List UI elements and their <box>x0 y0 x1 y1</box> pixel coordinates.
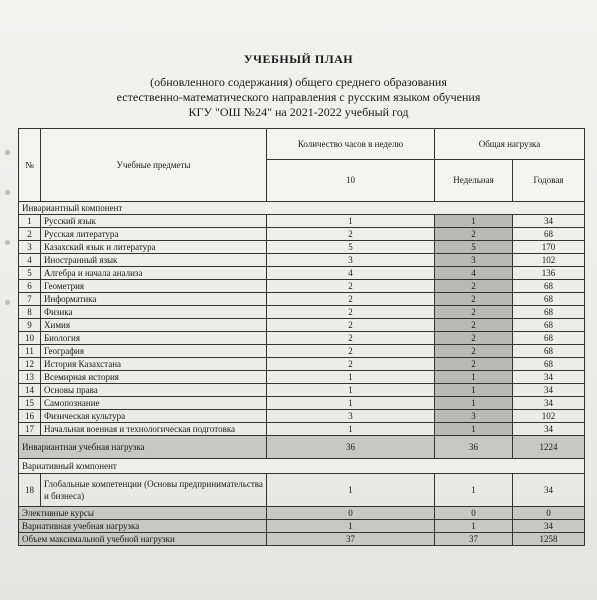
annual-value: 68 <box>513 228 585 241</box>
subtitle-line-3: КГУ "ОШ №24" на 2021-2022 учебный год <box>188 105 409 119</box>
weekly-value: 1 <box>435 371 513 384</box>
row-number: 18 <box>19 474 41 507</box>
weekly-value: 1 <box>435 397 513 410</box>
section-invariant: Инвариантный компонент <box>19 202 585 215</box>
curriculum-table <box>18 128 585 546</box>
header-num: № <box>19 129 41 202</box>
weekly-value: 2 <box>435 345 513 358</box>
hours-value: 5 <box>267 241 435 254</box>
weekly-value: 5 <box>435 241 513 254</box>
hours-value: 3 <box>267 410 435 423</box>
table-row <box>19 384 585 397</box>
row-number: 11 <box>19 345 41 358</box>
annual-value: 34 <box>513 215 585 228</box>
variative-total-weekly: 1 <box>435 520 513 533</box>
annual-value: 136 <box>513 267 585 280</box>
table-row <box>19 319 585 332</box>
row-number: 13 <box>19 371 41 384</box>
weekly-value: 1 <box>435 215 513 228</box>
electives-annual: 0 <box>513 507 585 520</box>
row-number: 7 <box>19 293 41 306</box>
annual-value: 68 <box>513 358 585 371</box>
row-number: 3 <box>19 241 41 254</box>
table-row <box>19 345 585 358</box>
weekly-value: 2 <box>435 293 513 306</box>
document-title: УЧЕБНЫЙ ПЛАН <box>243 52 354 66</box>
hours-value: 1 <box>267 397 435 410</box>
variative-label: Вариативный компонент <box>19 459 585 474</box>
annual-value: 34 <box>513 371 585 384</box>
subject-name: Основы права <box>41 384 267 397</box>
header-annual: Годовая <box>513 160 585 202</box>
table-row <box>19 241 585 254</box>
hours-value: 2 <box>267 228 435 241</box>
annual-value: 68 <box>513 345 585 358</box>
hours-value: 1 <box>267 371 435 384</box>
hours-value: 2 <box>267 293 435 306</box>
row-number: 4 <box>19 254 41 267</box>
table-row <box>19 397 585 410</box>
row-number: 17 <box>19 423 41 436</box>
header-grade: 10 <box>267 160 435 202</box>
hours-value: 1 <box>267 384 435 397</box>
weekly-value: 2 <box>435 332 513 345</box>
invariant-total-weekly: 36 <box>435 436 513 459</box>
weekly-value: 1 <box>435 423 513 436</box>
hours-value: 2 <box>267 319 435 332</box>
annual-value: 68 <box>513 306 585 319</box>
annual-value: 34 <box>513 474 585 507</box>
table-row <box>19 332 585 345</box>
annual-value: 68 <box>513 332 585 345</box>
document-header <box>0 52 597 120</box>
annual-value: 34 <box>513 384 585 397</box>
subtitle-line-2: естественно-математического направления с русским языком обучения <box>116 90 481 104</box>
row-number: 1 <box>19 215 41 228</box>
annual-value: 102 <box>513 254 585 267</box>
row-number: 16 <box>19 410 41 423</box>
invariant-total-row <box>19 436 585 459</box>
subject-name: Всемирная история <box>41 371 267 384</box>
weekly-value: 2 <box>435 358 513 371</box>
subject-name: Физическая культура <box>41 410 267 423</box>
variative-total-row <box>19 520 585 533</box>
hours-value: 1 <box>267 474 435 507</box>
variative-total-hours: 1 <box>267 520 435 533</box>
table-row <box>19 267 585 280</box>
subject-name: Геометрия <box>41 280 267 293</box>
row-number: 14 <box>19 384 41 397</box>
variative-total-label: Вариативная учебная нагрузка <box>19 520 267 533</box>
row-number: 2 <box>19 228 41 241</box>
annual-value: 102 <box>513 410 585 423</box>
max-load-annual: 1258 <box>513 533 585 546</box>
subtitle-line-1: (обновленного содержания) общего среднего образования <box>150 75 447 89</box>
weekly-value: 3 <box>435 410 513 423</box>
table-row <box>19 228 585 241</box>
subject-name: Начальная военная и технологическая подготовка <box>41 423 267 436</box>
weekly-value: 1 <box>435 384 513 397</box>
annual-value: 170 <box>513 241 585 254</box>
max-load-row <box>19 533 585 546</box>
annual-value: 68 <box>513 280 585 293</box>
annual-value: 34 <box>513 423 585 436</box>
row-number: 15 <box>19 397 41 410</box>
invariant-total-annual: 1224 <box>513 436 585 459</box>
subject-name: Биология <box>41 332 267 345</box>
section-variative <box>19 459 585 474</box>
subject-name: Глобальные компетенции (Основы предпринимательства и бизнеса) <box>41 474 267 507</box>
table-row <box>19 215 585 228</box>
subject-name: Самопознание <box>41 397 267 410</box>
weekly-value: 3 <box>435 254 513 267</box>
weekly-value: 2 <box>435 280 513 293</box>
subject-name: Алгебра и начала анализа <box>41 267 267 280</box>
table-row <box>19 423 585 436</box>
subject-name: История Казахстана <box>41 358 267 371</box>
row-number: 12 <box>19 358 41 371</box>
header-subjects: Учебные предметы <box>41 129 267 202</box>
max-load-weekly: 37 <box>435 533 513 546</box>
weekly-value: 1 <box>435 474 513 507</box>
table-row <box>19 293 585 306</box>
row-number: 9 <box>19 319 41 332</box>
subject-name: Информатика <box>41 293 267 306</box>
table-row <box>19 358 585 371</box>
variative-total-annual: 34 <box>513 520 585 533</box>
subject-name: Русская литература <box>41 228 267 241</box>
table-row <box>19 254 585 267</box>
subject-name: Казахский язык и литература <box>41 241 267 254</box>
table-row <box>19 410 585 423</box>
hours-value: 4 <box>267 267 435 280</box>
annual-value: 68 <box>513 293 585 306</box>
subject-name: Физика <box>41 306 267 319</box>
weekly-value: 2 <box>435 319 513 332</box>
header-total-load: Общая нагрузка <box>435 129 585 160</box>
hours-value: 3 <box>267 254 435 267</box>
electives-hours: 0 <box>267 507 435 520</box>
weekly-value: 4 <box>435 267 513 280</box>
subject-name: Химия <box>41 319 267 332</box>
header-weekly: Недельная <box>435 160 513 202</box>
hours-value: 2 <box>267 280 435 293</box>
binding-holes <box>5 150 11 350</box>
subject-name: Иностранный язык <box>41 254 267 267</box>
subject-name: Русский язык <box>41 215 267 228</box>
hours-value: 1 <box>267 423 435 436</box>
max-load-label: Объем максимальной учебной нагрузки <box>19 533 267 546</box>
hours-value: 2 <box>267 345 435 358</box>
invariant-total-hours: 36 <box>267 436 435 459</box>
electives-label: Элективные курсы <box>19 507 267 520</box>
annual-value: 34 <box>513 397 585 410</box>
hours-value: 2 <box>267 332 435 345</box>
table-row <box>19 306 585 319</box>
table-row <box>19 371 585 384</box>
weekly-value: 2 <box>435 228 513 241</box>
weekly-value: 2 <box>435 306 513 319</box>
header-hours-per-week: Количество часов в неделю <box>267 129 435 160</box>
row-number: 8 <box>19 306 41 319</box>
max-load-hours: 37 <box>267 533 435 546</box>
row-number: 5 <box>19 267 41 280</box>
hours-value: 2 <box>267 306 435 319</box>
hours-value: 1 <box>267 215 435 228</box>
table-row <box>19 280 585 293</box>
subject-name: География <box>41 345 267 358</box>
hours-value: 2 <box>267 358 435 371</box>
annual-value: 68 <box>513 319 585 332</box>
invariant-total-label: Инвариантная учебная нагрузка <box>19 436 267 459</box>
electives-row <box>19 507 585 520</box>
electives-weekly: 0 <box>435 507 513 520</box>
row-number: 6 <box>19 280 41 293</box>
row-number: 10 <box>19 332 41 345</box>
table-row <box>19 474 585 507</box>
